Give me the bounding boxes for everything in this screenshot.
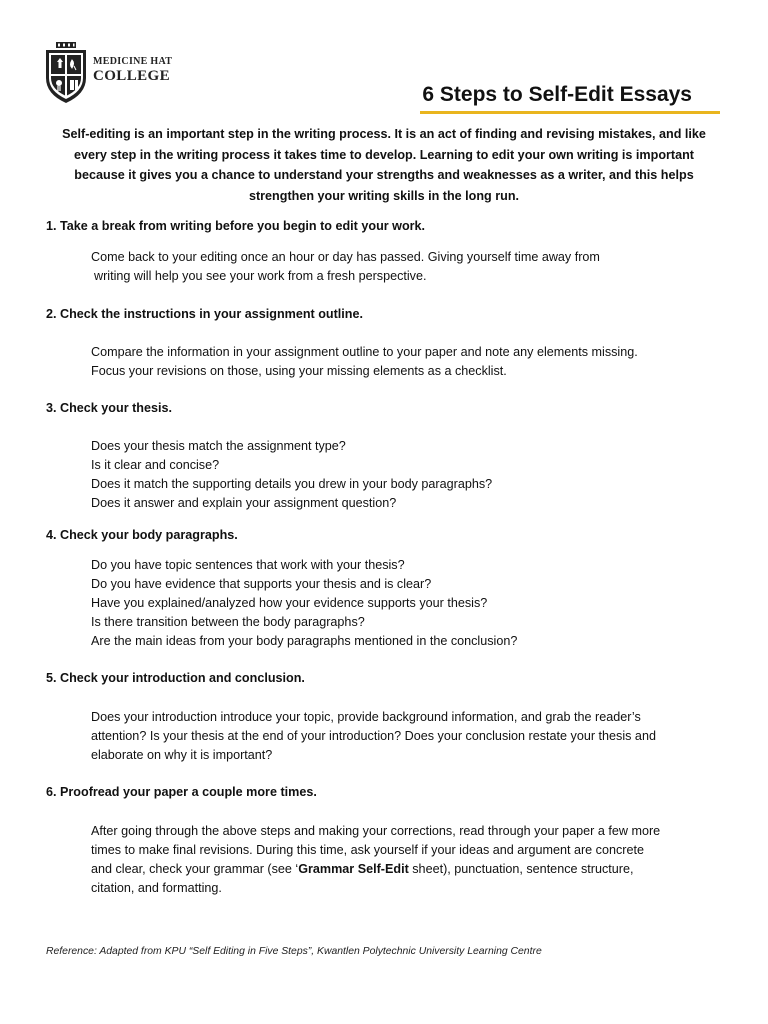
page-title: 6 Steps to Self-Edit Essays <box>422 83 692 106</box>
step-5-body <box>91 708 731 765</box>
college-name-top: MEDICINE HAT <box>93 56 173 67</box>
title-underline <box>420 111 720 114</box>
step-5-heading: 5. Check your introduction and conclusion. <box>46 671 305 685</box>
step-2-body <box>91 343 731 381</box>
step-line: Is there transition between the body paragraphs? <box>91 614 365 629</box>
step-line: times to make final revisions. During this time, ask yourself if your ideas and argument are concrete <box>91 842 644 857</box>
step-line-text: and clear, check your grammar (see ‘ <box>91 861 299 876</box>
step-line: Does your thesis match the assignment type? <box>91 439 346 453</box>
step-line: attention? Is your thesis at the end of your introduction? Does your conclusion restate your thesis and <box>91 728 656 743</box>
college-name-main: COLLEGE <box>93 68 170 84</box>
intro-line: every step in the writing process it takes time to develop. Learning to edit your own writing is important <box>74 147 694 162</box>
intro-line: strengthen your writing skills in the long run. <box>248 188 520 203</box>
step-6-heading: 6. Proofread your paper a couple more times. <box>46 785 317 799</box>
step-line: Does it match the supporting details you drew in your body paragraphs? <box>91 476 493 491</box>
step-line: Focus your revisions on those, using your missing elements as a checklist. <box>91 363 507 378</box>
step-line: Is it clear and concise? <box>91 457 220 472</box>
step-line: Come back to your editing once an hour or day has passed. Giving yourself time away from <box>91 250 600 264</box>
step-line: Do you have topic sentences that work with your thesis? <box>91 558 405 572</box>
step-4-heading: 4. Check your body paragraphs. <box>46 528 238 542</box>
step-line: Does it answer and explain your assignment question? <box>91 495 397 510</box>
step-2-heading: 2. Check the instructions in your assignment outline. <box>46 307 363 321</box>
step-line: Are the main ideas from your body paragraphs mentioned in the conclusion? <box>91 633 518 648</box>
grammar-sheet-reference: Grammar Self-Edit <box>298 861 409 876</box>
step-line: Do you have evidence that supports your thesis and is clear? <box>91 576 432 591</box>
step-line: citation, and formatting. <box>91 880 222 895</box>
step-3-heading: 3. Check your thesis. <box>46 401 172 415</box>
step-line: Have you explained/analyzed how your evidence supports your thesis? <box>91 595 488 610</box>
college-logo <box>44 42 224 106</box>
step-line: Does your introduction introduce your topic, provide background information, and grab the reader’s <box>91 710 641 724</box>
step-line: After going through the above steps and making your corrections, read through your paper a few more <box>91 824 661 838</box>
step-line: Compare the information in your assignment outline to your paper and note any elements missing. <box>91 345 638 359</box>
step-3-body <box>91 437 731 513</box>
step-6-body <box>91 822 731 898</box>
intro-line: because it gives you a chance to understand your strengths and weaknesses as a writer, and this helps <box>74 168 694 182</box>
step-1-body <box>91 248 731 286</box>
intro-paragraph <box>40 124 728 206</box>
step-line: writing will help you see your work from a fresh perspective. <box>94 268 427 283</box>
college-crest-icon <box>44 42 88 104</box>
step-4-body <box>91 556 731 651</box>
intro-line: Self-editing is an important step in the writing process. It is an act of finding and revising mistakes, and like <box>62 127 706 141</box>
step-line-text: sheet), punctuation, sentence structure, <box>408 861 634 876</box>
step-line <box>91 860 731 879</box>
reference-note: Reference: Adapted from KPU “Self Editing in Five Steps”, Kwantlen Polytechnic University Learning Centre <box>46 946 542 957</box>
step-line: elaborate on why it is important? <box>91 747 273 762</box>
college-wordmark <box>93 56 172 84</box>
step-1-heading: 1. Take a break from writing before you begin to edit your work. <box>46 219 426 233</box>
